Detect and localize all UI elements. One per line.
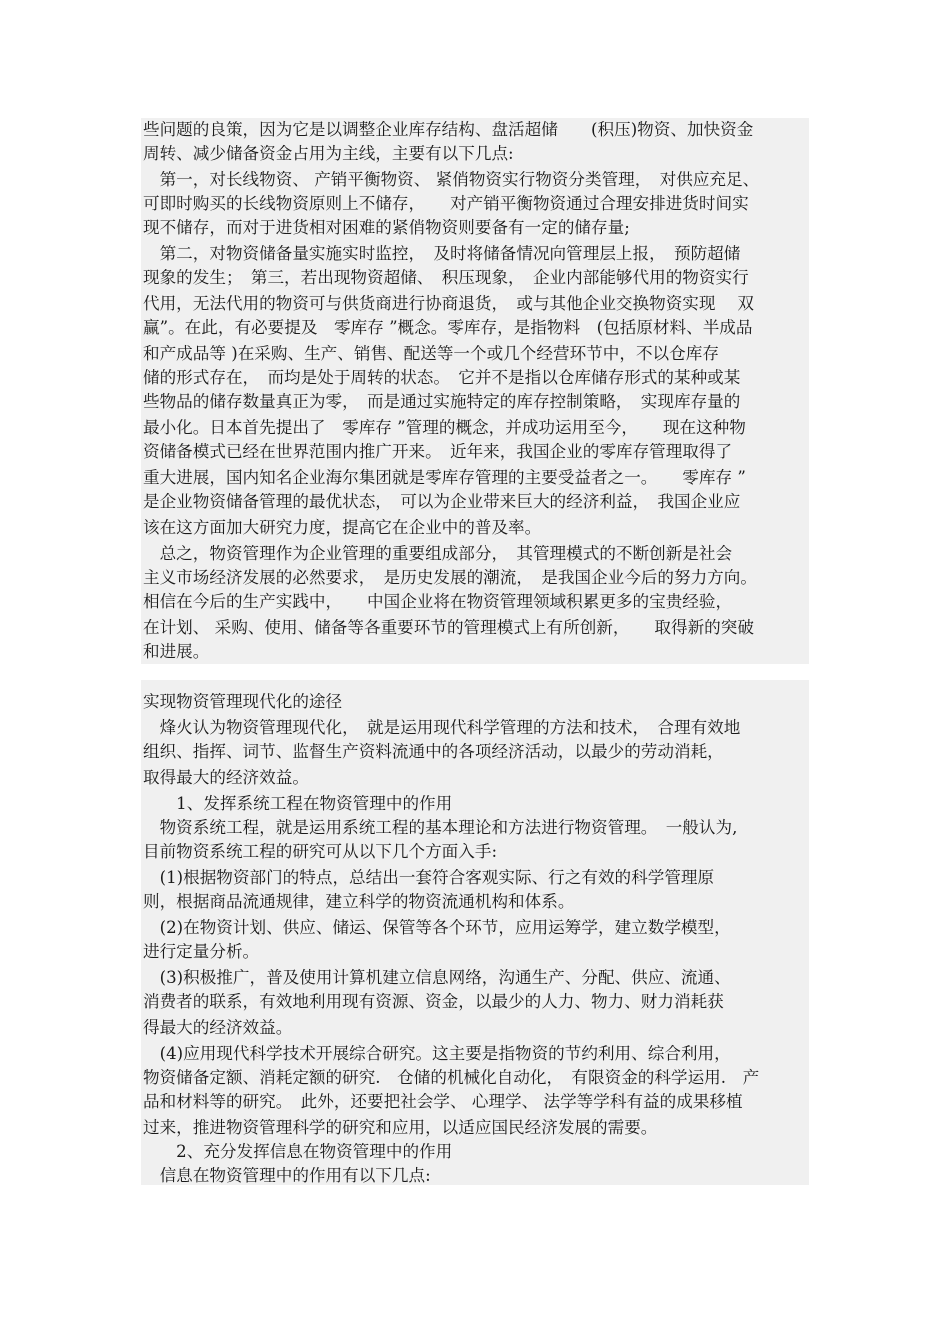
text-line: 烽火认为物资管理现代化， 就是运用现代科学管理的方法和技术， 合理有效地 xyxy=(143,718,741,737)
text-line: (1)根据物资部门的特点，总结出一套符合客观实际、行之有效的科学管理原 xyxy=(143,868,715,887)
text-line: 在计划、 采购、使用、储备等各重要环节的管理模式上有所创新， 取得新的突破 xyxy=(143,618,754,637)
text-line: 品和材料等的研究。 此外，还要把社会学、 心理学、 法学等学科有益的成果移植 xyxy=(143,1092,743,1111)
text-line: 些物品的储存数量真正为零， 而是通过实施特定的库存控制策略， 实现库存量的 xyxy=(143,392,741,411)
section-heading: 实现物资管理现代化的途径 xyxy=(143,692,343,711)
text-line: 重大进展，国内知名企业海尔集团就是零库存管理的主要受益者之一。 零库存 ” xyxy=(143,468,746,487)
text-line: 最小化。日本首先提出了 零库存 ”管理的概念，并成功运用至今， 现在这种物 xyxy=(143,418,746,437)
text-line: 则，根据商品流通规律，建立科学的物资流通机构和体系。 xyxy=(143,892,575,911)
text-line: 和产成品等 )在采购、生产、销售、配送等一个或几个经营环节中，不以仓库存 xyxy=(143,344,719,363)
text-line: 现象的发生； 第三，若出现物资超储、 积压现象， 企业内部能够代用的物资实行 xyxy=(143,268,749,287)
text-line: 物资系统工程，就是运用系统工程的基本理论和方法进行物资管理。 一般认为, xyxy=(143,818,738,837)
text-line: 周转、减少储备资金占用为主线，主要有以下几点: xyxy=(143,144,514,163)
text-line: 总之，物资管理作为企业管理的重要组成部分， 其管理模式的不断创新是社会 xyxy=(143,544,733,563)
text-line: 资储备模式已经在世界范围内推广开来。 近年来，我国企业的零库存管理取得了 xyxy=(143,442,733,461)
text-line: 主义市场经济发展的必然要求， 是历史发展的潮流， 是我国企业今后的努力方向。 xyxy=(143,568,757,587)
text-line: 取得最大的经济效益。 xyxy=(143,768,309,787)
text-line: 可即时购买的长线物资原则上不储存， 对产销平衡物资通过合理安排进货时间实 xyxy=(143,194,749,213)
text-line: 物资储备定额、消耗定额的研究. 仓储的机械化自动化， 有限资金的科学运用. 产 xyxy=(143,1068,760,1087)
text-line: 储的形式存在， 而均是处于周转的状态。 它并不是指以仓库储存形式的某种或某 xyxy=(143,368,741,387)
text-line: (2)在物资计划、供应、储运、保管等各个环节，应用运筹学，建立数学模型， xyxy=(143,918,731,937)
text-line: 过来，推进物资管理科学的研究和应用，以适应国民经济发展的需要。 xyxy=(143,1118,658,1137)
text-line: 相信在今后的生产实践中， 中国企业将在物资管理领域积累更多的宝贵经验， xyxy=(143,592,733,611)
text-line: 信息在物资管理中的作用有以下几点: xyxy=(143,1166,431,1185)
text-line: 些问题的良策，因为它是以调整企业库存结构、盘活超储 (积压)物资、加快资金 xyxy=(143,120,754,139)
text-line: 第一，对长线物资、 产销平衡物资、 紧俏物资实行物资分类管理， 对供应充足、 xyxy=(143,170,760,189)
text-line: 现不储存，而对于进货相对困难的紧俏物资则要备有一定的储存量; xyxy=(143,218,630,237)
paragraph-gap xyxy=(141,664,809,680)
text-line: 进行定量分析。 xyxy=(143,942,260,961)
text-line: 和进展。 xyxy=(143,642,210,661)
text-line: 消费者的联系，有效地利用现有资源、资金，以最少的人力、物力、财力消耗获 xyxy=(143,992,724,1011)
subheading: 1、发挥系统工程在物资管理中的作用 xyxy=(143,794,453,813)
text-line: 第二，对物资储备量实施实时监控， 及时将储备情况向管理层上报， 预防超储 xyxy=(143,244,741,263)
text-line: (4)应用现代科学技术开展综合研究。这主要是指物资的节约利用、综合利用， xyxy=(143,1044,731,1063)
text-line: 是企业物资储备管理的最优状态， 可以为企业带来巨大的经济利益， 我国企业应 xyxy=(143,492,741,511)
subheading: 2、充分发挥信息在物资管理中的作用 xyxy=(143,1142,453,1161)
text-line: 组织、指挥、词节、监督生产资料流通中的各项经济活动，以最少的劳动消耗， xyxy=(143,742,724,761)
text-line: 该在这方面加大研究力度，提高它在企业中的普及率。 xyxy=(143,518,542,537)
text-line: 目前物资系统工程的研究可从以下几个方面入手: xyxy=(143,842,498,861)
text-line: 得最大的经济效益。 xyxy=(143,1018,293,1037)
text-line: 赢”。在此，有必要提及 零库存 ”概念。零库存，是指物料 (包括原材料、半成品 xyxy=(143,318,753,337)
text-line: (3)积极推广，普及使用计算机建立信息网络，沟通生产、分配、供应、流通、 xyxy=(143,968,731,987)
text-line: 代用，无法代用的物资可与供货商进行协商退货， 或与其他企业交换物资实现 双 xyxy=(143,294,754,313)
